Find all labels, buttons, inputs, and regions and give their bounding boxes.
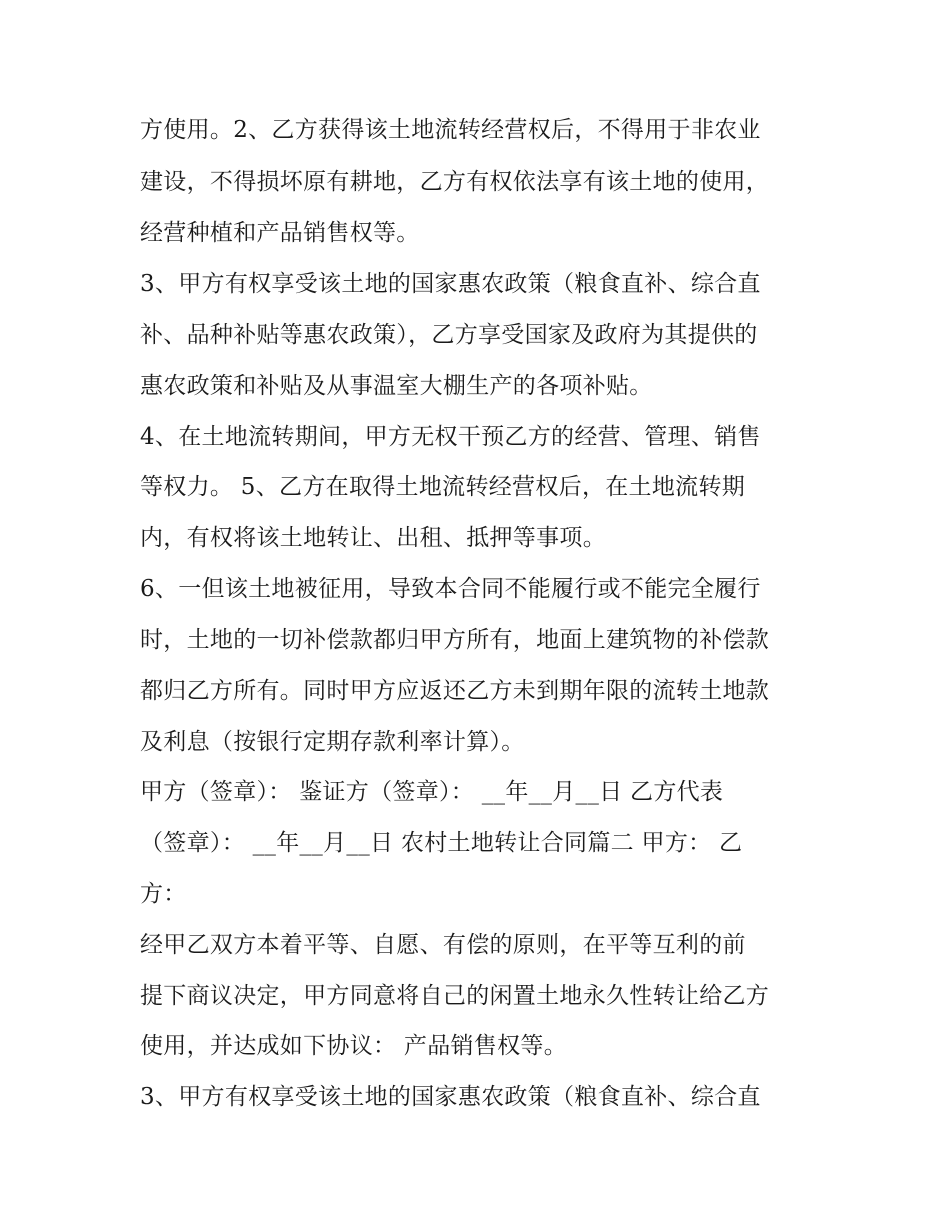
text-line: 甲方（签章）： 鉴证方（签章）： __年__月__日 乙方代表 xyxy=(140,779,724,805)
text-line: 内，有权将该土地转让、出租、抵押等事项。 xyxy=(140,525,606,551)
text-line: 经营种植和产品销售权等。 xyxy=(140,220,420,246)
text-line: 建设，不得损坏原有耕地，乙方有权依法享有该土地的使用， xyxy=(140,169,770,195)
text-line: 及利息（按银行定期存款利率计算）。 xyxy=(140,729,525,755)
text-line: （签章）： __年__月__日 农村土地转让合同篇二 甲方： 乙 xyxy=(140,830,743,856)
text-line: 提下商议决定，甲方同意将自己的闲置土地永久性转让给乙方 xyxy=(140,983,770,1009)
text-line: 方使用。2、乙方获得该土地流转经营权后，不得用于非农业 xyxy=(140,117,761,143)
text-line: 6、一但该土地被征用，导致本合同不能履行或不能完全履行 xyxy=(140,576,761,602)
text-line: 4、在土地流转期间，甲方无权干预乙方的经营、管理、销售 xyxy=(140,424,761,450)
text-line: 方： xyxy=(140,881,187,907)
text-line: 经甲乙双方本着平等、自愿、有偿的原则，在平等互利的前 xyxy=(140,932,746,958)
text-line: 都归乙方所有。同时甲方应返还乙方未到期年限的流转土地款 xyxy=(140,678,770,704)
text-line: 时，土地的一切补偿款都归甲方所有，地面上建筑物的补偿款 xyxy=(140,627,770,653)
text-line: 3、甲方有权享受该土地的国家惠农政策（粮食直补、综合直 xyxy=(140,271,761,297)
text-line: 补、品种补贴等惠农政策），乙方享受国家及政府为其提供的 xyxy=(140,322,758,348)
text-line: 等权力。 5、乙方在取得土地流转经营权后，在土地流转期 xyxy=(140,474,746,500)
text-line: 惠农政策和补贴及从事温室大棚生产的各项补贴。 xyxy=(140,373,653,399)
text-line: 使用，并达成如下协议： 产品销售权等。 xyxy=(140,1033,568,1059)
text-line: 3、甲方有权享受该土地的国家惠农政策（粮食直补、综合直 xyxy=(140,1084,761,1110)
